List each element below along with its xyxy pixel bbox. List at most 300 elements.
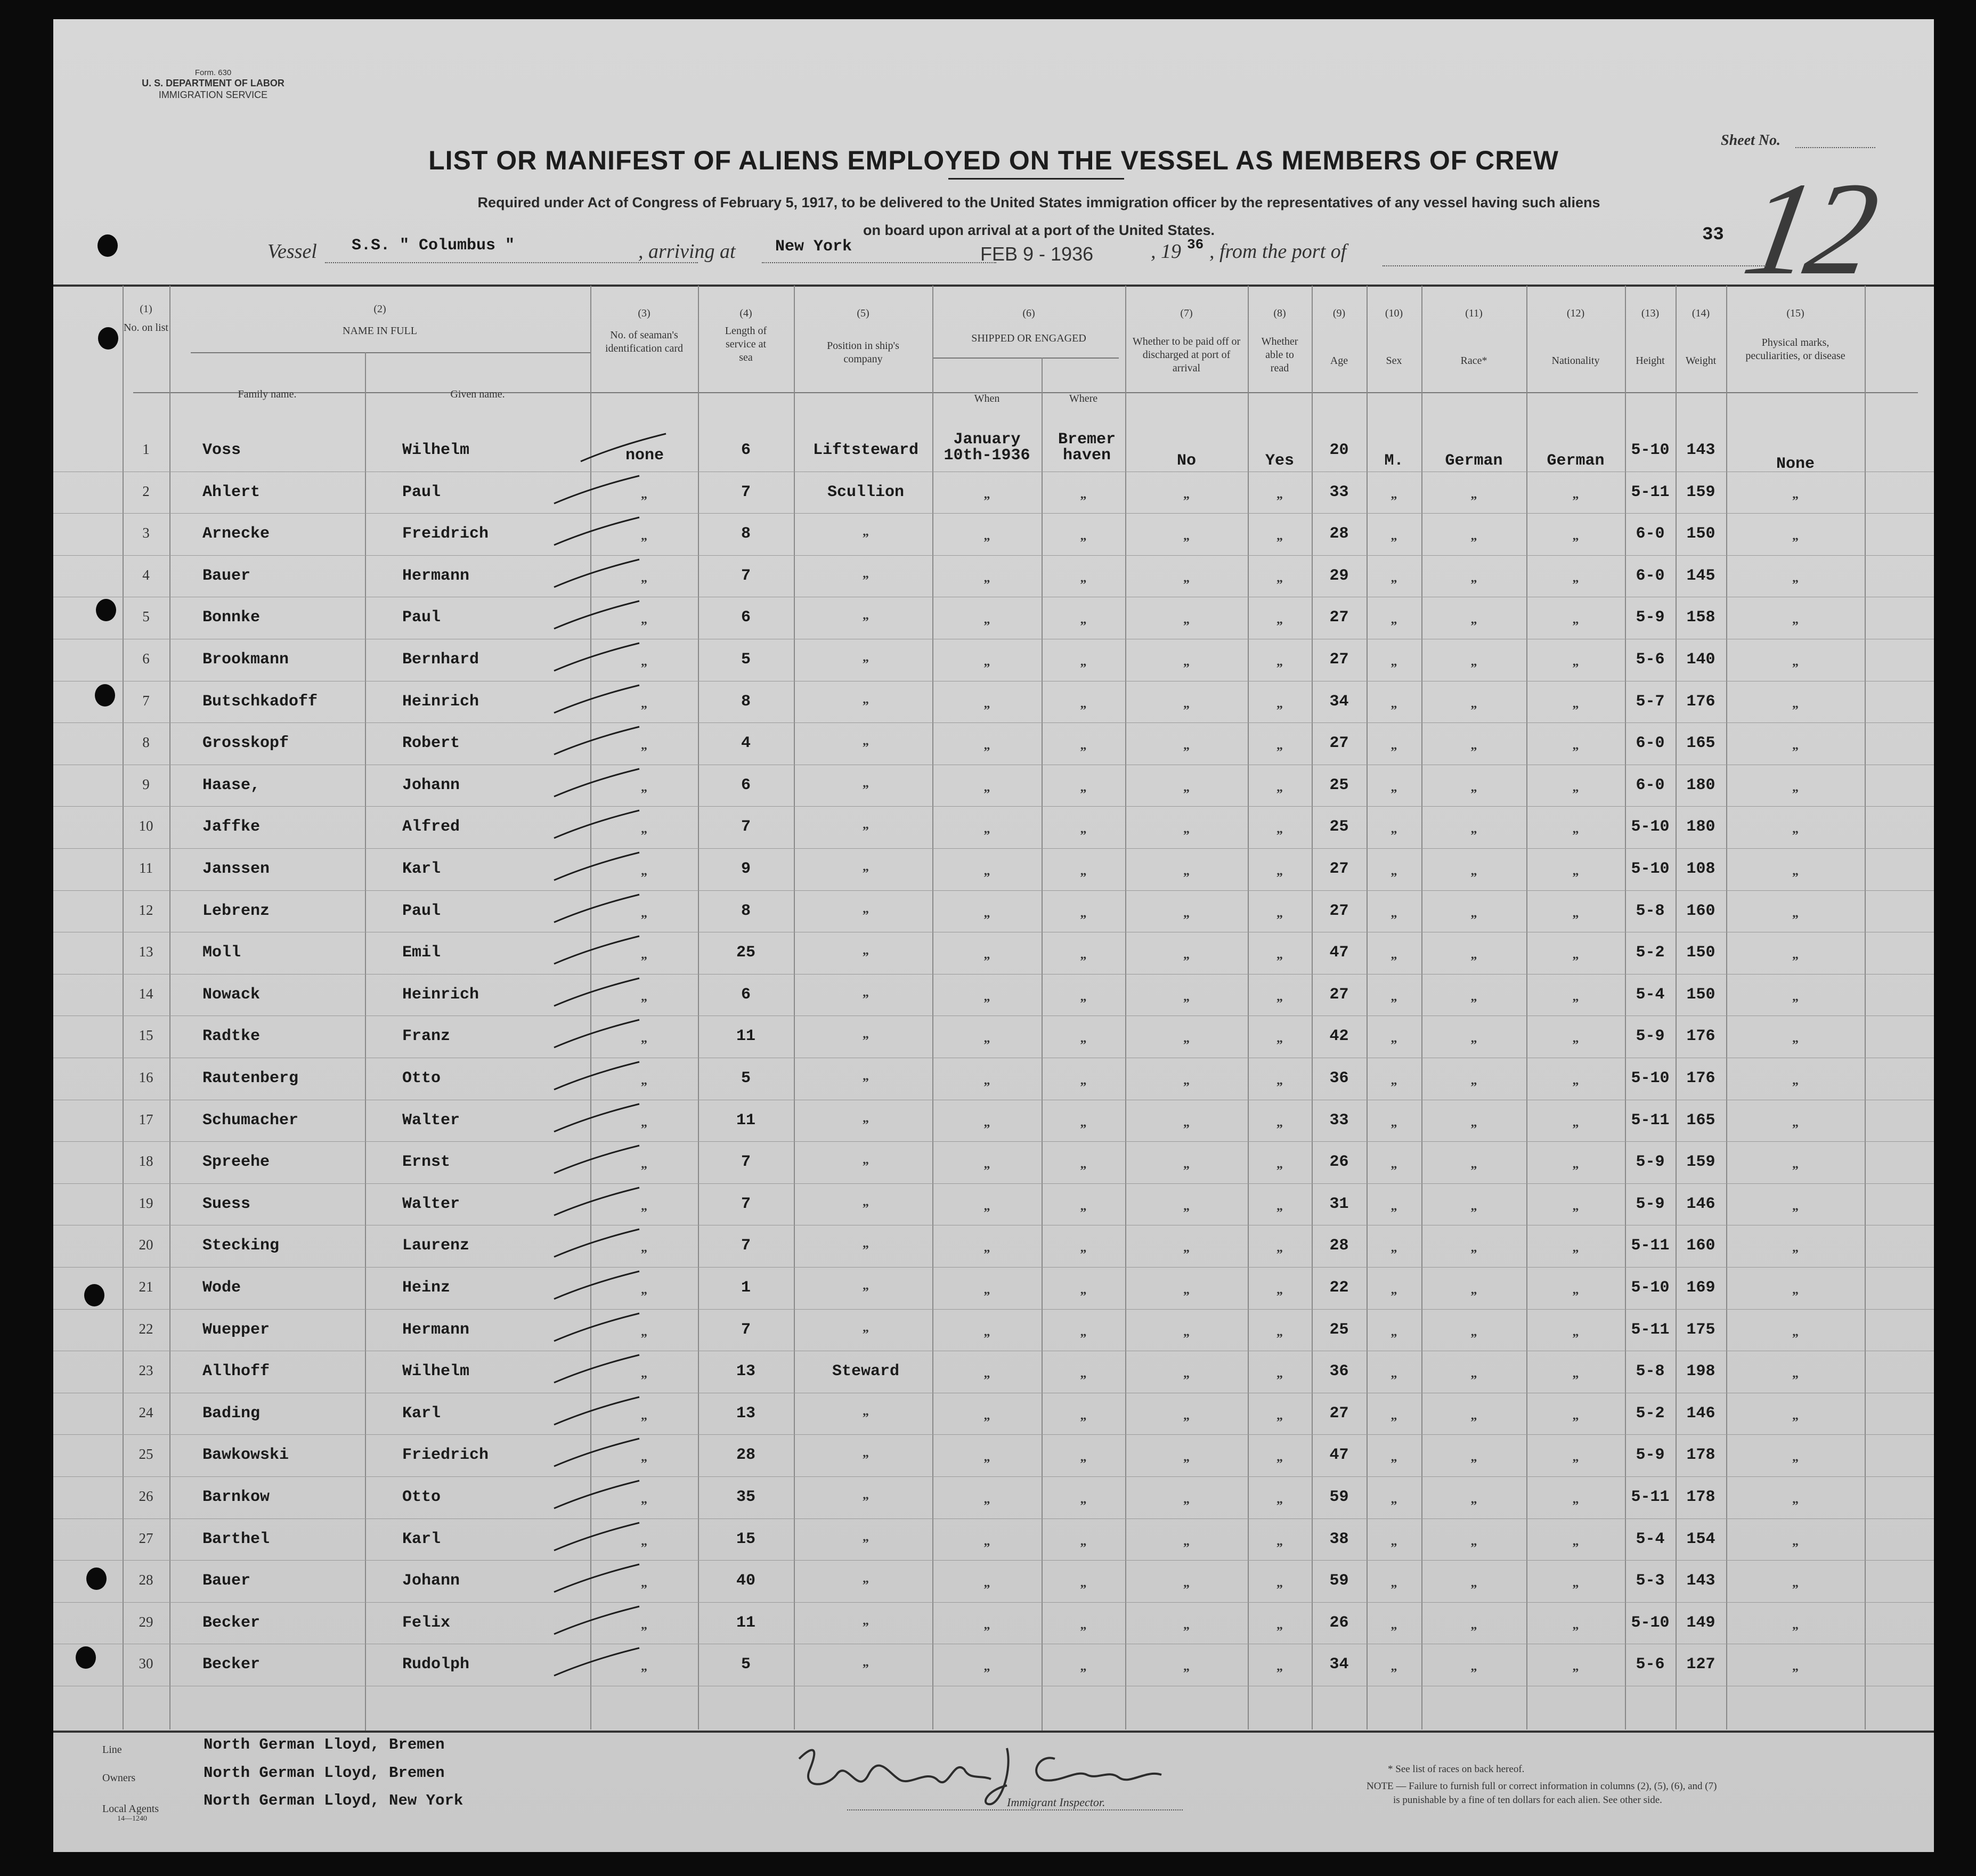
cell-family: Spreehe — [202, 1153, 270, 1172]
ditto-mark: „ — [983, 1408, 990, 1423]
ditto-mark: „ — [1572, 738, 1579, 753]
slash-mark — [549, 932, 613, 959]
cell-position: „ — [863, 734, 869, 749]
ditto-mark: „ — [1276, 487, 1283, 501]
form-number: Form. 630 — [194, 68, 232, 77]
cell-weight: 149 — [1686, 1613, 1715, 1632]
ditto-mark: „ — [1470, 1534, 1477, 1548]
ditto-mark: „ — [1390, 1032, 1397, 1046]
agents-label: Local Agents — [102, 1803, 159, 1815]
slash-mark — [549, 1141, 613, 1168]
cell-height: 5-4 — [1636, 985, 1665, 1004]
ditto-mark: „ — [1183, 655, 1190, 669]
cell-weight: 143 — [1686, 1572, 1715, 1590]
cell-given: Paul — [402, 483, 441, 501]
ditto-mark: „ — [1792, 1032, 1799, 1046]
cell-family: Wode — [202, 1279, 241, 1297]
from-port-line — [1383, 265, 1766, 266]
col11-label: Race* — [1460, 355, 1487, 367]
table-row — [53, 472, 1934, 514]
ditto-mark: „ — [1792, 1241, 1799, 1255]
cell-weight: 146 — [1686, 1404, 1715, 1423]
ditto-mark: „ — [1572, 1157, 1579, 1172]
cell-weight: 159 — [1686, 483, 1715, 501]
ditto-mark: „ — [641, 1283, 647, 1297]
cell-no: 20 — [139, 1237, 153, 1253]
cell-height: 5-9 — [1636, 1446, 1665, 1465]
ditto-mark: „ — [1792, 1450, 1799, 1465]
ditto-mark: „ — [1390, 989, 1397, 1004]
ditto-mark: „ — [1572, 906, 1579, 920]
ditto-mark: „ — [1183, 1325, 1190, 1339]
cell-position: „ — [863, 1279, 869, 1293]
ditto-mark: „ — [1183, 738, 1190, 753]
ditto-mark: „ — [1792, 1074, 1799, 1087]
cell-given: Emil — [402, 944, 441, 962]
ditto-mark: „ — [1470, 906, 1477, 920]
punch-hole — [96, 599, 116, 621]
ditto-mark: „ — [1390, 529, 1397, 543]
ditto-mark: „ — [1183, 529, 1190, 543]
ditto-mark: „ — [1276, 655, 1283, 669]
cell-position: „ — [863, 1530, 869, 1544]
cell-position: „ — [863, 860, 869, 874]
arriving-line — [762, 262, 996, 263]
ditto-mark: „ — [1792, 1492, 1799, 1506]
cell-age: 25 — [1329, 818, 1349, 837]
cell-position: „ — [863, 1613, 869, 1628]
punch-hole — [86, 1568, 107, 1590]
ditto-mark: „ — [1390, 613, 1397, 627]
col10-label: Sex — [1386, 355, 1402, 367]
table-row — [53, 513, 1934, 556]
ditto-mark: „ — [1183, 906, 1190, 920]
year-prefix: , 19 — [1151, 240, 1181, 263]
slash-mark — [549, 722, 613, 749]
cell-height: 6-0 — [1636, 566, 1665, 585]
department-name: U. S. DEPARTMENT OF LABOR — [142, 78, 284, 88]
cell-given: Bernhard — [402, 651, 479, 669]
col15-header — [1726, 307, 1865, 363]
slash-mark — [549, 472, 613, 498]
punch-hole — [95, 684, 115, 706]
table-row — [53, 848, 1934, 891]
cell-service: 6 — [741, 608, 751, 627]
cell-height: 5-10 — [1631, 441, 1670, 459]
ditto-mark: „ — [1572, 1492, 1579, 1506]
col12-number: (12) — [1566, 307, 1585, 319]
ditto-mark: „ — [1183, 1576, 1190, 1590]
ditto-mark: „ — [1183, 864, 1190, 878]
ditto-mark: „ — [983, 1492, 990, 1506]
col5-header — [794, 307, 932, 366]
cell-family: Bawkowski — [202, 1446, 289, 1465]
table-top-border — [53, 285, 1934, 287]
ditto-mark: „ — [1470, 487, 1477, 501]
col4-number: (4) — [739, 307, 752, 319]
cell-weight: 180 — [1686, 818, 1715, 837]
col6-when-header: When — [974, 393, 1000, 404]
table-row — [53, 1351, 1934, 1393]
cell-height: 5-11 — [1631, 483, 1670, 501]
ditto-mark: „ — [1080, 571, 1087, 585]
note-line-1: NOTE — Failure to furnish full or correct information in columns (2), (5), (6), and (7) — [1367, 1781, 1717, 1792]
ditto-mark: „ — [1183, 1408, 1190, 1423]
ditto-mark: „ — [1276, 1576, 1283, 1590]
races-note: * See list of races on back hereof. — [1388, 1764, 1525, 1775]
name-subheader-rule — [191, 352, 590, 353]
col7-number: (7) — [1180, 307, 1193, 319]
cell-service: 8 — [741, 902, 751, 920]
ditto-mark: „ — [1792, 1408, 1799, 1423]
punch-hole — [98, 327, 118, 350]
ditto-mark: „ — [983, 1325, 990, 1339]
cell-no: 12 — [139, 902, 153, 918]
cell-position: „ — [863, 776, 869, 790]
ditto-mark: „ — [1276, 529, 1283, 543]
ditto-mark: „ — [1792, 1660, 1799, 1674]
ditto-mark: „ — [641, 529, 647, 543]
table-row — [53, 1602, 1934, 1645]
cell-age: 47 — [1329, 1446, 1349, 1465]
col6-number: (6) — [1022, 307, 1035, 319]
ditto-mark: „ — [1276, 989, 1283, 1004]
col6-where-header: Where — [1069, 393, 1098, 404]
cell-no: 10 — [139, 818, 153, 834]
ditto-mark: „ — [641, 1074, 647, 1087]
cell-position: „ — [863, 1195, 869, 1209]
ditto-mark: „ — [1792, 529, 1799, 543]
col12-label: Nationality — [1551, 355, 1600, 367]
cell-height: 5-10 — [1631, 860, 1670, 878]
ditto-mark: „ — [1572, 1660, 1579, 1674]
cell-age: 34 — [1329, 692, 1349, 711]
table-row — [53, 1393, 1934, 1435]
slash-mark — [549, 1058, 613, 1084]
cell-weight: 180 — [1686, 776, 1715, 794]
ditto-mark: „ — [983, 1032, 990, 1046]
ditto-mark: „ — [1183, 1492, 1190, 1506]
punch-hole — [97, 234, 118, 257]
ditto-mark: „ — [1390, 1660, 1397, 1674]
signature — [778, 1737, 1204, 1807]
ditto-mark: „ — [1470, 529, 1477, 543]
ditto-mark: „ — [1470, 1283, 1477, 1297]
ditto-mark: „ — [1390, 906, 1397, 920]
ditto-mark: „ — [1572, 529, 1579, 543]
ditto-mark: „ — [1080, 864, 1087, 878]
cell-service: 7 — [741, 1195, 751, 1213]
ditto-mark: „ — [1572, 655, 1579, 669]
ditto-mark: „ — [1080, 696, 1087, 711]
ditto-mark: „ — [1390, 948, 1397, 962]
ditto-mark: „ — [641, 1157, 647, 1172]
ditto-mark: „ — [983, 571, 990, 585]
cell-given: Paul — [402, 902, 441, 920]
table-row — [53, 1016, 1934, 1058]
first-able-to-read: Yes — [1265, 452, 1294, 470]
ditto-mark: „ — [1572, 1367, 1579, 1381]
ditto-mark: „ — [1080, 1074, 1087, 1087]
ditto-mark: „ — [1080, 1157, 1087, 1172]
ditto-mark: „ — [1080, 529, 1087, 543]
first-physical-marks: None — [1776, 455, 1815, 473]
ditto-mark: „ — [1572, 1534, 1579, 1548]
ditto-mark: „ — [1792, 1534, 1799, 1548]
ditto-mark: „ — [1470, 989, 1477, 1004]
cell-weight: 145 — [1686, 566, 1715, 585]
cell-position: „ — [863, 1320, 869, 1335]
cell-weight: 178 — [1686, 1446, 1715, 1465]
table-bottom-border — [53, 1731, 1934, 1733]
cell-age: 27 — [1329, 985, 1349, 1004]
ditto-mark: „ — [983, 1199, 990, 1213]
cell-age: 27 — [1329, 734, 1349, 753]
cell-age: 33 — [1329, 483, 1349, 501]
cell-weight: 150 — [1686, 525, 1715, 543]
cell-height: 5-6 — [1636, 651, 1665, 669]
cell-no: 16 — [139, 1069, 153, 1085]
ditto-mark: „ — [1276, 1074, 1283, 1087]
ditto-mark: „ — [1792, 1115, 1799, 1130]
ditto-mark: „ — [1080, 1492, 1087, 1506]
ditto-mark: „ — [1080, 906, 1087, 920]
ditto-mark: „ — [1792, 864, 1799, 878]
agents-value: North German Lloyd, New York — [204, 1792, 463, 1809]
ditto-mark: „ — [983, 738, 990, 753]
ditto-mark: „ — [1792, 948, 1799, 962]
ditto-mark: „ — [1183, 1199, 1190, 1213]
cell-age: 59 — [1329, 1488, 1349, 1506]
ditto-mark: „ — [1276, 864, 1283, 878]
col4-label: Length of service at sea — [725, 325, 767, 363]
col2-header — [169, 303, 590, 338]
col3-header — [590, 307, 698, 355]
ditto-mark: „ — [1276, 780, 1283, 794]
ditto-mark: „ — [1276, 1660, 1283, 1674]
table-row — [53, 1476, 1934, 1519]
ditto-mark: „ — [983, 613, 990, 627]
ditto-mark: „ — [1572, 822, 1579, 837]
cell-age: 42 — [1329, 1027, 1349, 1046]
ditto-mark: „ — [1080, 822, 1087, 837]
cell-given: Felix — [402, 1613, 451, 1632]
cell-height: 5-4 — [1636, 1530, 1665, 1548]
cell-weight: 146 — [1686, 1195, 1715, 1213]
table-row — [53, 681, 1934, 724]
table-row — [53, 974, 1934, 1017]
col13-header — [1625, 307, 1676, 368]
ditto-mark: „ — [1080, 738, 1087, 753]
slash-mark — [549, 681, 613, 708]
cell-service: 8 — [741, 692, 751, 711]
cell-family: Lebrenz — [202, 902, 270, 920]
ditto-mark: „ — [1390, 1241, 1397, 1255]
ditto-mark: „ — [1183, 1660, 1190, 1674]
cell-no: 30 — [139, 1655, 153, 1672]
col5-number: (5) — [857, 307, 869, 319]
slash-mark — [549, 597, 613, 623]
slash-mark — [549, 1016, 613, 1042]
cell-given: Wilhelm — [402, 441, 470, 459]
ditto-mark: „ — [1792, 822, 1799, 837]
ditto-mark: „ — [1792, 1283, 1799, 1297]
ditto-mark: „ — [1276, 1283, 1283, 1297]
cell-age: 27 — [1329, 860, 1349, 878]
ditto-mark: „ — [1183, 1074, 1190, 1087]
ditto-mark: „ — [1470, 1074, 1477, 1087]
ditto-mark: „ — [1080, 1576, 1087, 1590]
ditto-mark: „ — [1792, 487, 1799, 501]
col9-label: Age — [1330, 355, 1348, 367]
col15-label: Physical marks, peculiarities, or disease — [1745, 337, 1845, 362]
ditto-mark: „ — [1276, 1157, 1283, 1172]
cell-family: Haase, — [202, 776, 261, 794]
ditto-mark: „ — [1080, 1199, 1087, 1213]
cell-age: 31 — [1329, 1195, 1349, 1213]
cell-service: 5 — [741, 1069, 751, 1087]
cell-position: „ — [863, 525, 869, 539]
cell-given: Walter — [402, 1111, 460, 1130]
ditto-mark: „ — [641, 1199, 647, 1213]
ditto-mark: „ — [641, 696, 647, 711]
ditto-mark: „ — [1276, 1199, 1283, 1213]
ditto-mark: „ — [1572, 571, 1579, 585]
cell-position: Scullion — [827, 483, 905, 501]
ditto-mark: „ — [641, 1576, 647, 1590]
cell-height: 5-11 — [1631, 1237, 1670, 1255]
cell-given: Friedrich — [402, 1446, 489, 1465]
cell-service: 7 — [741, 483, 751, 501]
table-row — [53, 1518, 1934, 1561]
first-paid-off: No — [1176, 452, 1196, 470]
arriving-port: New York — [775, 238, 852, 256]
cell-height: 5-9 — [1636, 1027, 1665, 1046]
cell-height: 5-9 — [1636, 608, 1665, 627]
ditto-mark: „ — [641, 989, 647, 1004]
ditto-mark: „ — [1792, 571, 1799, 585]
cell-position: „ — [863, 1027, 869, 1042]
ditto-mark: „ — [983, 1534, 990, 1548]
ditto-mark: „ — [983, 989, 990, 1004]
ditto-mark: „ — [1792, 1325, 1799, 1339]
first-card-number: none — [625, 446, 664, 465]
ditto-mark: „ — [1183, 1367, 1190, 1381]
ditto-mark: „ — [1276, 948, 1283, 962]
ditto-mark: „ — [641, 1115, 647, 1130]
form-code: 14—1240 — [117, 1815, 147, 1823]
slash-mark — [549, 1393, 613, 1419]
cell-no: 3 — [142, 525, 150, 541]
cell-no: 4 — [142, 566, 150, 583]
year-suffix: 36 — [1187, 237, 1204, 253]
ditto-mark: „ — [1470, 571, 1477, 585]
col2-label: NAME IN FULL — [343, 325, 417, 337]
ditto-mark: „ — [1792, 1367, 1799, 1381]
cell-family: Voss — [202, 441, 241, 459]
first-nationality: German — [1547, 452, 1605, 470]
table-row — [53, 1100, 1934, 1142]
ditto-mark: „ — [1183, 1241, 1190, 1255]
slash-mark — [549, 1351, 613, 1377]
cell-service: 1 — [741, 1279, 751, 1297]
cell-given: Hermann — [402, 566, 470, 585]
cell-family: Arnecke — [202, 525, 270, 543]
ditto-mark: „ — [1183, 780, 1190, 794]
cell-age: 22 — [1329, 1279, 1349, 1297]
col14-header — [1676, 307, 1726, 368]
ditto-mark: „ — [1183, 1450, 1190, 1465]
col3-number: (3) — [638, 307, 650, 319]
cell-family: Suess — [202, 1195, 251, 1213]
ditto-mark: „ — [1183, 696, 1190, 711]
ditto-mark: „ — [983, 1074, 990, 1087]
cell-age: 20 — [1329, 441, 1349, 459]
ditto-mark: „ — [1572, 487, 1579, 501]
col9-number: (9) — [1332, 307, 1346, 319]
cell-service: 7 — [741, 818, 751, 837]
page-title: LIST OR MANIFEST OF ALIENS EMPLOYED ON THE VESSEL AS MEMBERS OF CREW — [428, 145, 1559, 175]
cell-service: 13 — [736, 1404, 755, 1423]
slash-mark — [549, 1434, 613, 1461]
ditto-mark: „ — [641, 1367, 647, 1381]
ditto-mark: „ — [1276, 613, 1283, 627]
ditto-mark: „ — [641, 571, 647, 585]
ditto-mark: „ — [1080, 613, 1087, 627]
ditto-mark: „ — [1390, 1534, 1397, 1548]
table-row — [53, 1183, 1934, 1226]
cell-age: 59 — [1329, 1572, 1349, 1590]
department-header — [133, 68, 293, 101]
table-row — [53, 806, 1934, 849]
ditto-mark: „ — [1080, 1618, 1087, 1632]
ditto-mark: „ — [1470, 948, 1477, 962]
shipped-subheader-rule — [932, 358, 1119, 359]
ditto-mark: „ — [1080, 1115, 1087, 1130]
cell-height: 5-10 — [1631, 1613, 1670, 1632]
first-sex: M. — [1384, 452, 1404, 470]
ditto-mark: „ — [1080, 989, 1087, 1004]
cell-position: „ — [863, 1069, 869, 1083]
cell-given: Paul — [402, 608, 441, 627]
owners-label: Owners — [102, 1772, 136, 1784]
slash-mark — [549, 890, 613, 917]
slash-mark — [549, 1476, 613, 1503]
slash-mark — [549, 1267, 613, 1294]
ditto-mark: „ — [1276, 906, 1283, 920]
inspector-label: Immigrant Inspector. — [1007, 1796, 1105, 1809]
ditto-mark: „ — [1470, 1367, 1477, 1381]
cell-weight: 198 — [1686, 1362, 1715, 1381]
col12-header — [1526, 307, 1625, 368]
ditto-mark: „ — [1183, 1157, 1190, 1172]
ditto-mark: „ — [641, 655, 647, 669]
cell-no: 8 — [142, 734, 150, 751]
cell-no: 5 — [142, 608, 150, 625]
col10-header — [1367, 307, 1421, 368]
cell-age: 34 — [1329, 1655, 1349, 1674]
ditto-mark: „ — [1470, 1660, 1477, 1674]
cell-no: 13 — [139, 944, 153, 960]
ditto-mark: „ — [1276, 1492, 1283, 1506]
cell-given: Ernst — [402, 1153, 451, 1172]
ditto-mark: „ — [1390, 1199, 1397, 1213]
cell-position: „ — [863, 902, 869, 916]
ditto-mark: „ — [1276, 822, 1283, 837]
ditto-mark: „ — [1390, 1283, 1397, 1297]
ditto-mark: „ — [1080, 1408, 1087, 1423]
cell-given: Alfred — [402, 818, 460, 837]
